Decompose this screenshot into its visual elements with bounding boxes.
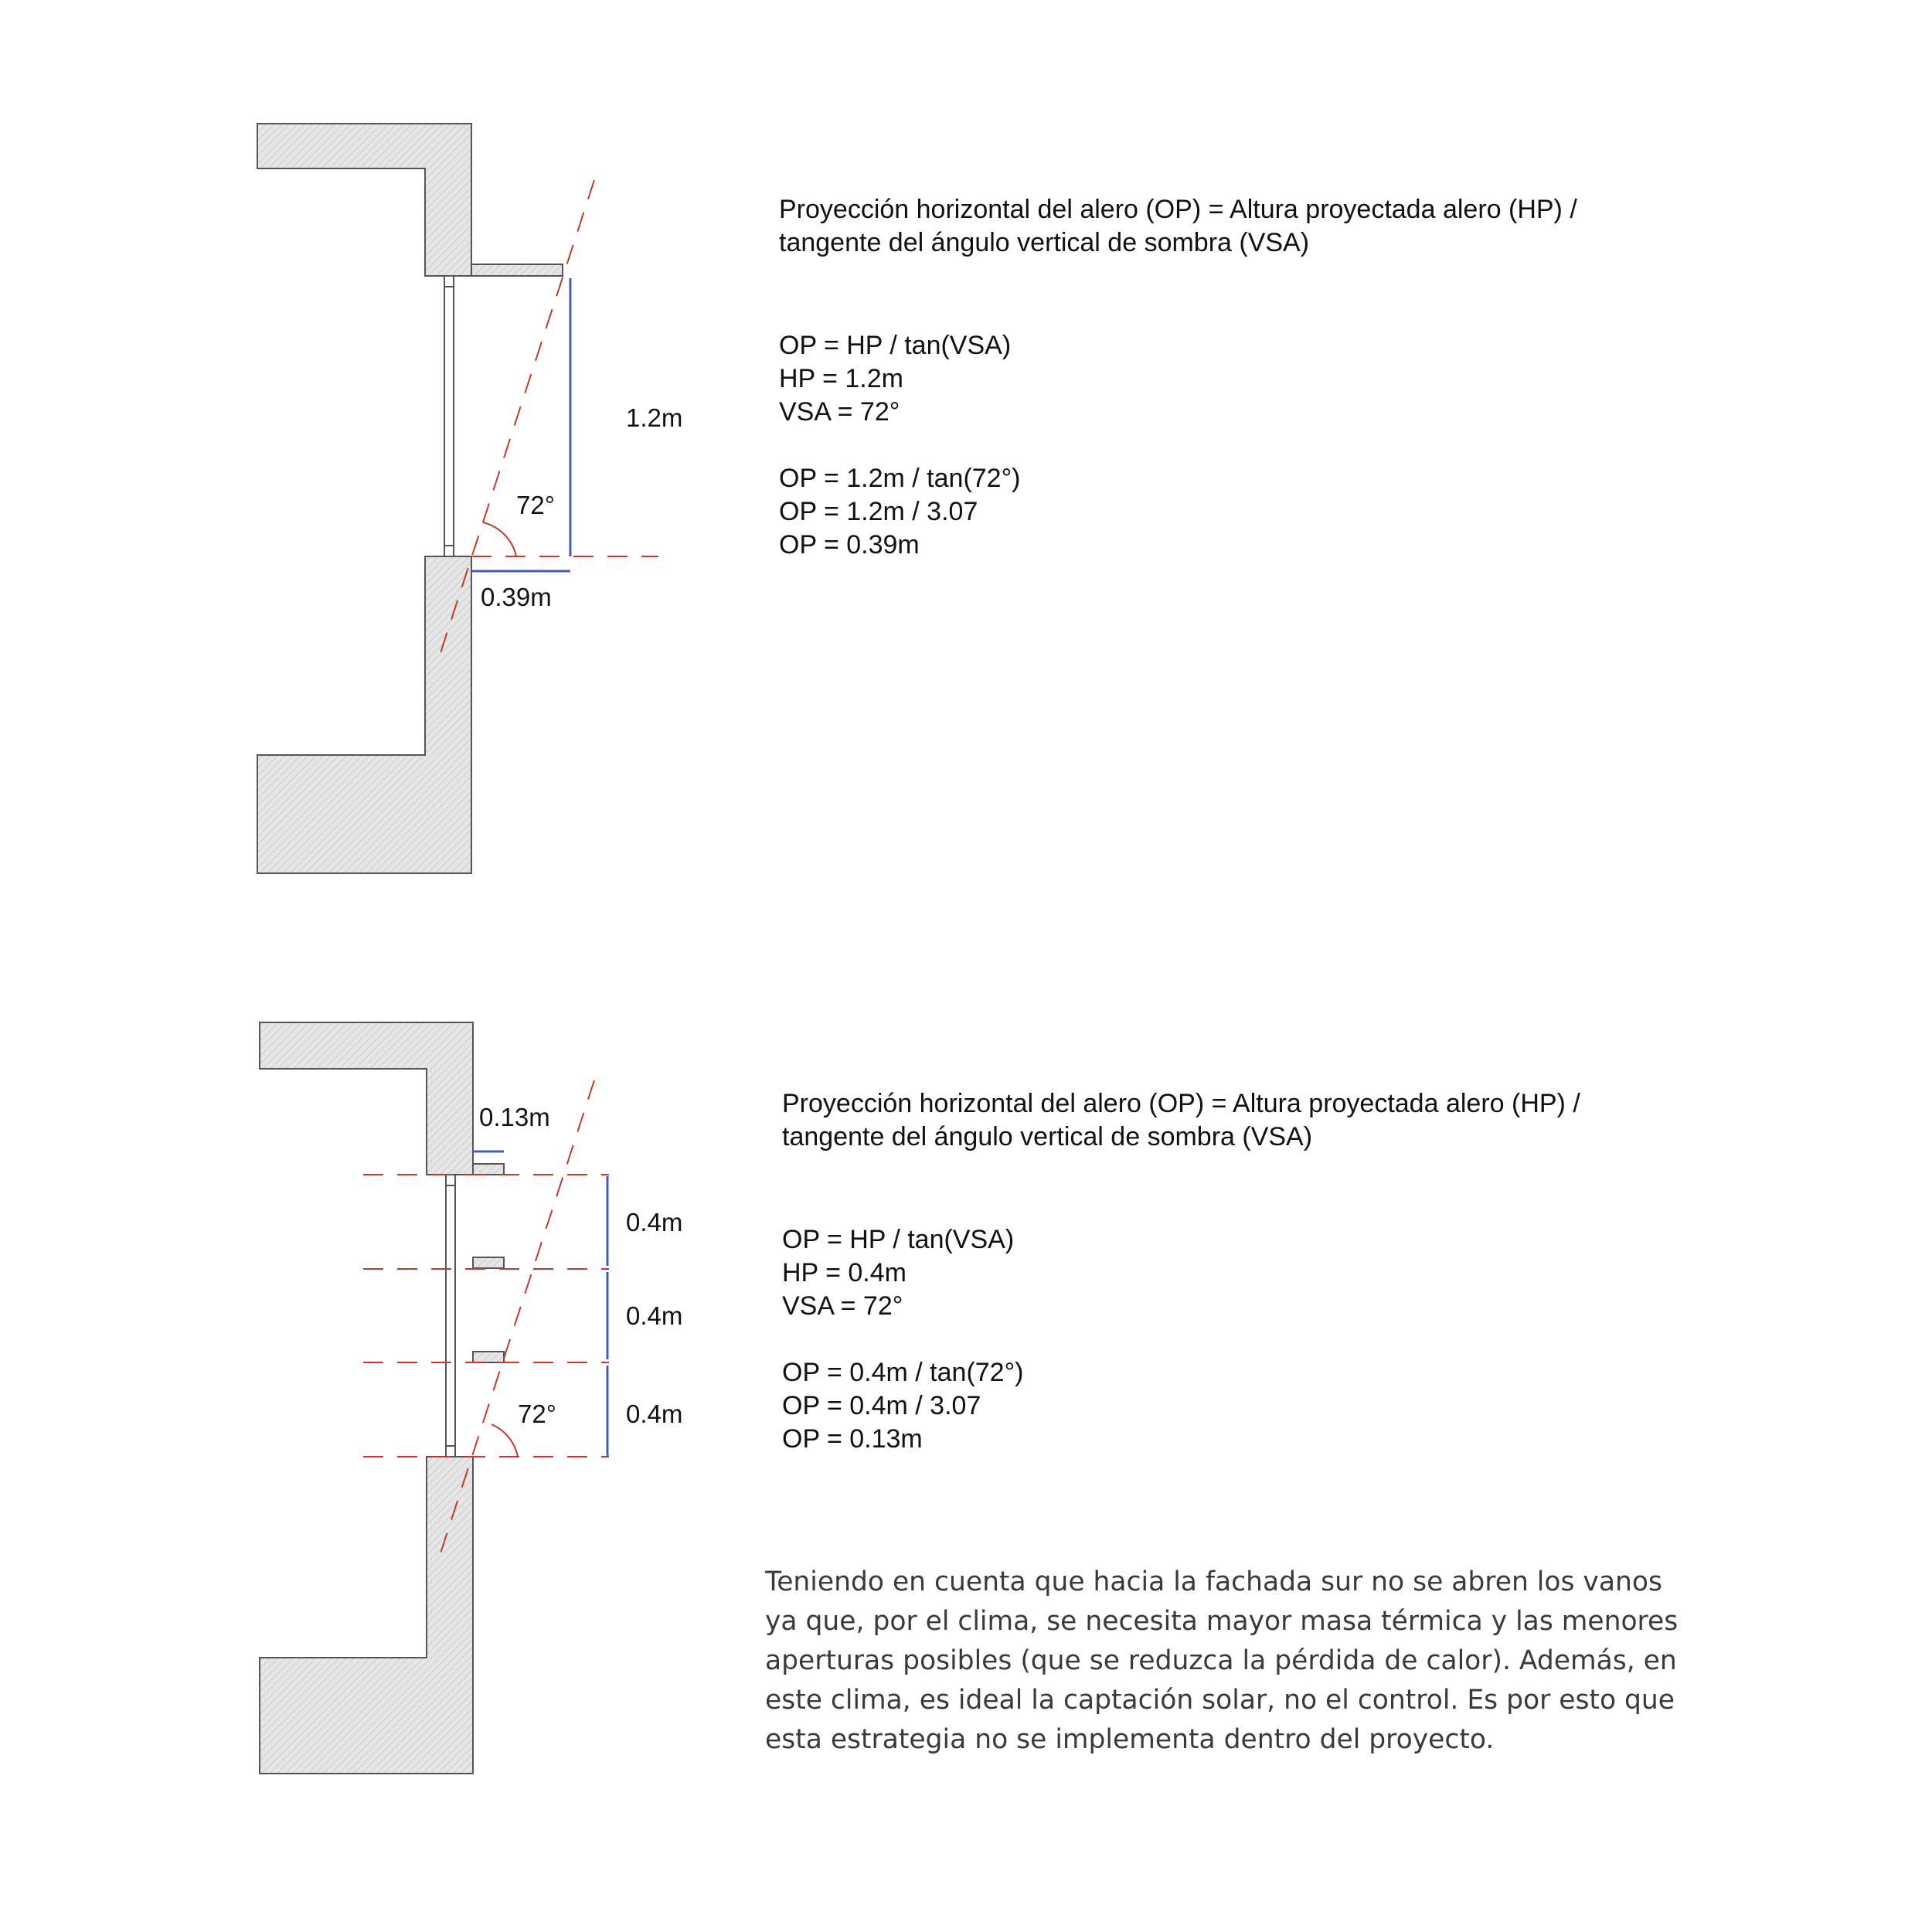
top-formula-line: HP = 1.2m (779, 364, 903, 393)
bottom-angle-arc (492, 1424, 518, 1457)
bottom-formula-block (782, 1087, 1709, 1456)
top-definition (779, 193, 1706, 260)
top-upper-wall (257, 124, 471, 276)
bottom-definition (782, 1087, 1709, 1154)
top-calculation (779, 329, 1706, 562)
top-formula-line: OP = 1.2m / tan(72°) (779, 464, 1021, 493)
explanatory-note (765, 1563, 1679, 1760)
louver (473, 1352, 504, 1362)
note-line: Teniendo en cuenta que hacia la fachada sur no se abren los vanos (765, 1566, 1662, 1597)
bottom-section-diagram (260, 1022, 682, 1774)
bottom-definition-line-1: Proyección horizontal del alero (OP) = Altura proyectada alero (HP) / (782, 1089, 1580, 1118)
top-definition-line-1: Proyección horizontal del alero (OP) = Altura proyectada alero (HP) / (779, 195, 1577, 224)
top-formula-line: VSA = 72° (779, 397, 900, 427)
top-formula-line: OP = HP / tan(VSA) (779, 331, 1012, 360)
louver (473, 1164, 504, 1175)
bottom-formula-line: HP = 0.4m (782, 1258, 906, 1287)
top-section-diagram (257, 124, 682, 873)
bottom-height-label-2: 0.4m (626, 1301, 683, 1330)
top-formula-block (779, 193, 1706, 562)
top-lower-wall (257, 556, 471, 873)
bottom-formula-line: OP = 0.4m / 3.07 (782, 1391, 981, 1420)
louver (473, 1257, 504, 1268)
bottom-formula-line: OP = HP / tan(VSA) (782, 1225, 1015, 1254)
top-formula-line: OP = 1.2m / 3.07 (779, 497, 978, 526)
top-window (444, 276, 454, 556)
note-line: ya que, por el clima, se necesita mayor masa térmica y las menores (765, 1606, 1679, 1637)
bottom-height-label-1: 0.4m (626, 1208, 683, 1236)
bottom-formula-line: OP = 0.4m / tan(72°) (782, 1358, 1024, 1387)
top-overhang (471, 264, 563, 276)
note-line: aperturas posibles (que se reduzca la pérdida de calor). Además, en (765, 1645, 1677, 1676)
top-angle-label: 72° (516, 491, 555, 519)
note-line: esta estrategia no se implementa dentro del proyecto. (765, 1724, 1495, 1755)
bottom-height-label-3: 0.4m (626, 1400, 683, 1428)
top-angle-arc (483, 522, 516, 556)
bottom-definition-line-2: tangente del ángulo vertical de sombra (VSA) (782, 1122, 1313, 1151)
bottom-calculation (782, 1223, 1709, 1456)
top-height-label: 1.2m (626, 403, 683, 432)
bottom-upper-wall (260, 1022, 473, 1175)
bottom-louvers (473, 1164, 504, 1362)
bottom-projection-label: 0.13m (479, 1103, 550, 1131)
top-formula-result: OP = 0.39m (779, 530, 920, 560)
bottom-window (446, 1175, 455, 1457)
note-line: este clima, es ideal la captación solar, no el control. Es por esto que (765, 1685, 1675, 1716)
top-definition-line-2: tangente del ángulo vertical de sombra (VSA) (779, 228, 1310, 257)
bottom-angle-label: 72° (518, 1400, 556, 1428)
bottom-lower-wall (260, 1457, 473, 1774)
top-projection-label: 0.39m (481, 583, 552, 611)
bottom-formula-result: OP = 0.13m (782, 1424, 923, 1454)
bottom-formula-line: VSA = 72° (782, 1291, 903, 1321)
